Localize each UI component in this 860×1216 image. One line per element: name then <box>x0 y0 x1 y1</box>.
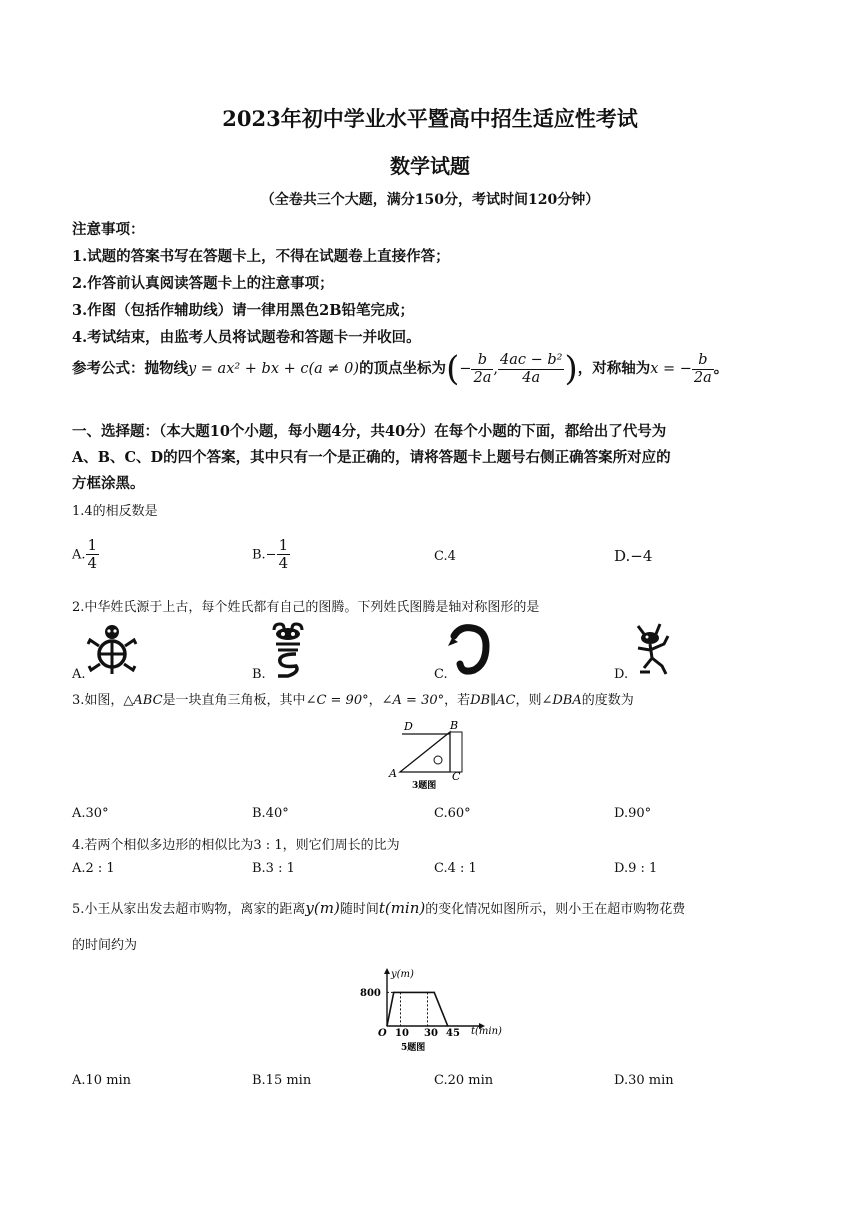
q2-option-a: A. <box>72 667 86 682</box>
q5-option-b: B.15 min <box>252 1073 312 1088</box>
question-5-stem-line2: 的时间约为 <box>72 938 138 953</box>
q3-option-a: A.30° <box>72 806 109 821</box>
vertex-x-fraction: $\frac{b}{2a}$ <box>473 352 492 386</box>
label-b: B <box>450 719 459 732</box>
section-heading-line: 方框涂黑。 <box>72 475 145 492</box>
data-point <box>427 992 428 993</box>
formula-axis-text: ，对称轴为 <box>577 360 651 378</box>
exam-note: （全卷共三个大题，满分150分，考试时间120分钟） <box>260 192 600 208</box>
q4-option-a: A.2 : 1 <box>72 861 115 876</box>
question-5-stem: 5.小王从家出发去超市购物，离家的距离y(m)随时间t(min)的变化情况如图所示，则小王在超市购物花费 <box>72 899 686 917</box>
axis-fraction: $\frac{b}{2a}$ <box>693 352 712 386</box>
data-point <box>393 992 394 993</box>
question-1-stem: 1.4的相反数是 <box>72 504 158 519</box>
data-point <box>447 1025 448 1026</box>
question-2-stem: 2.中华姓氏源于上古，每个姓氏都有自己的图腾。下列姓氏图腾是轴对称图形的是 <box>72 600 540 615</box>
y-axis-label: y(m) <box>391 969 414 980</box>
formula-paren-close: ) <box>564 349 578 390</box>
q2-option-c: C. <box>434 667 448 682</box>
totem-b-image <box>268 622 308 678</box>
label-c: C <box>452 770 461 783</box>
data-point <box>434 992 435 993</box>
section-heading-line: A、B、C、D的四个答案，其中只有一个是正确的，请将答题卡上题号右侧正确答案所对应的 <box>72 449 671 466</box>
q3-option-d: D.90° <box>614 806 652 821</box>
data-point <box>386 1025 387 1026</box>
figure-5-chart <box>355 966 505 1058</box>
figure-3-triangle <box>380 718 480 792</box>
q4-option-d: D.9 : 1 <box>614 861 658 876</box>
ruler-edge <box>450 732 462 772</box>
totem-d-image <box>630 622 672 678</box>
q4-option-b: B.3 : 1 <box>252 861 295 876</box>
distance-series-line <box>387 992 448 1026</box>
origin-label: O <box>378 1028 387 1039</box>
q1-option-d: D.−4 <box>614 547 653 565</box>
formula-mid: 的顶点坐标为 <box>359 360 447 378</box>
notice-item: 2.作答前认真阅读答题卡上的注意事项； <box>72 275 334 292</box>
notice-item: 3.作图（包括作辅助线）请一律用黑色2B铅笔完成； <box>72 302 414 319</box>
x-tick-label: 30 <box>424 1028 438 1039</box>
vertex-y-fraction: $\frac{\text{4ac − b²}}{4a}$ <box>499 352 563 386</box>
totem-a-image <box>86 622 138 676</box>
page-subtitle: 数学试题 <box>390 154 470 178</box>
totem-c-image <box>446 624 494 676</box>
q5-option-a: A.10 min <box>72 1073 132 1088</box>
y-tick-label: 800 <box>360 988 381 999</box>
figure-3-caption: 3题图 <box>412 781 437 791</box>
q1-option-b: B.− $\frac{1}{4}$ <box>252 536 289 573</box>
reference-formula: 参考公式：抛物线y = ax² + bx + c(a ≠ 0)的顶点坐标为(− $\frac{b}{2a}$ , $\frac{\text{4ac − b²}}{4a}$ )，对称轴为x = − $\frac{b}{2a}$ 。 <box>72 349 729 390</box>
formula-paren-open: ( <box>446 349 460 390</box>
question-3-stem: 3.如图，△ABC是一块直角三角板，其中∠C = 90°，∠A = 30°，若DB∥AC，则∠DBA的度数为 <box>72 693 634 708</box>
y-axis-arrow <box>384 968 390 974</box>
notice-item: 4.考试结束，由监考人员将试题卷和答题卡一并收回。 <box>72 329 421 346</box>
q2-option-d: D. <box>614 667 629 682</box>
section-heading-line: 一、选择题：（本大题10个小题，每小题4分，共40分）在每个小题的下面，都给出了代号为 <box>72 423 667 440</box>
q1-option-a: A. $\frac{1}{4}$ <box>72 536 98 573</box>
label-a: A <box>389 767 397 780</box>
page-title: 2023年初中学业水平暨高中招生适应性考试 <box>222 106 638 131</box>
figure-5-caption: 5题图 <box>401 1043 426 1053</box>
notice-heading: 注意事项： <box>72 221 145 238</box>
axis-lhs: x = − <box>650 361 692 378</box>
q5-option-d: D.30 min <box>614 1073 674 1088</box>
q2-option-b: B. <box>252 667 266 682</box>
triangle-abc <box>400 732 450 772</box>
q1-option-c: C.4 <box>434 549 456 564</box>
q4-option-c: C.4 : 1 <box>434 861 477 876</box>
x-axis-label: t(min) <box>471 1026 502 1037</box>
q5-option-c: C.20 min <box>434 1073 494 1088</box>
notice-item: 1.试题的答案书写在答题卡上，不得在试题卷上直接作答； <box>72 248 450 265</box>
q3-option-c: C.60° <box>434 806 471 821</box>
q3-option-b: B.40° <box>252 806 289 821</box>
x-tick-label: 45 <box>446 1028 460 1039</box>
question-4-stem: 4.若两个相似多边形的相似比为3 : 1，则它们周长的比为 <box>72 838 400 853</box>
x-tick-label: 10 <box>395 1028 409 1039</box>
formula-lead: 参考公式：抛物线 <box>72 360 188 378</box>
data-point <box>400 992 401 993</box>
formula-equation: y = ax² + bx + c(a ≠ 0) <box>188 361 360 378</box>
label-d: D <box>404 720 413 733</box>
formula-end: 。 <box>713 360 729 378</box>
